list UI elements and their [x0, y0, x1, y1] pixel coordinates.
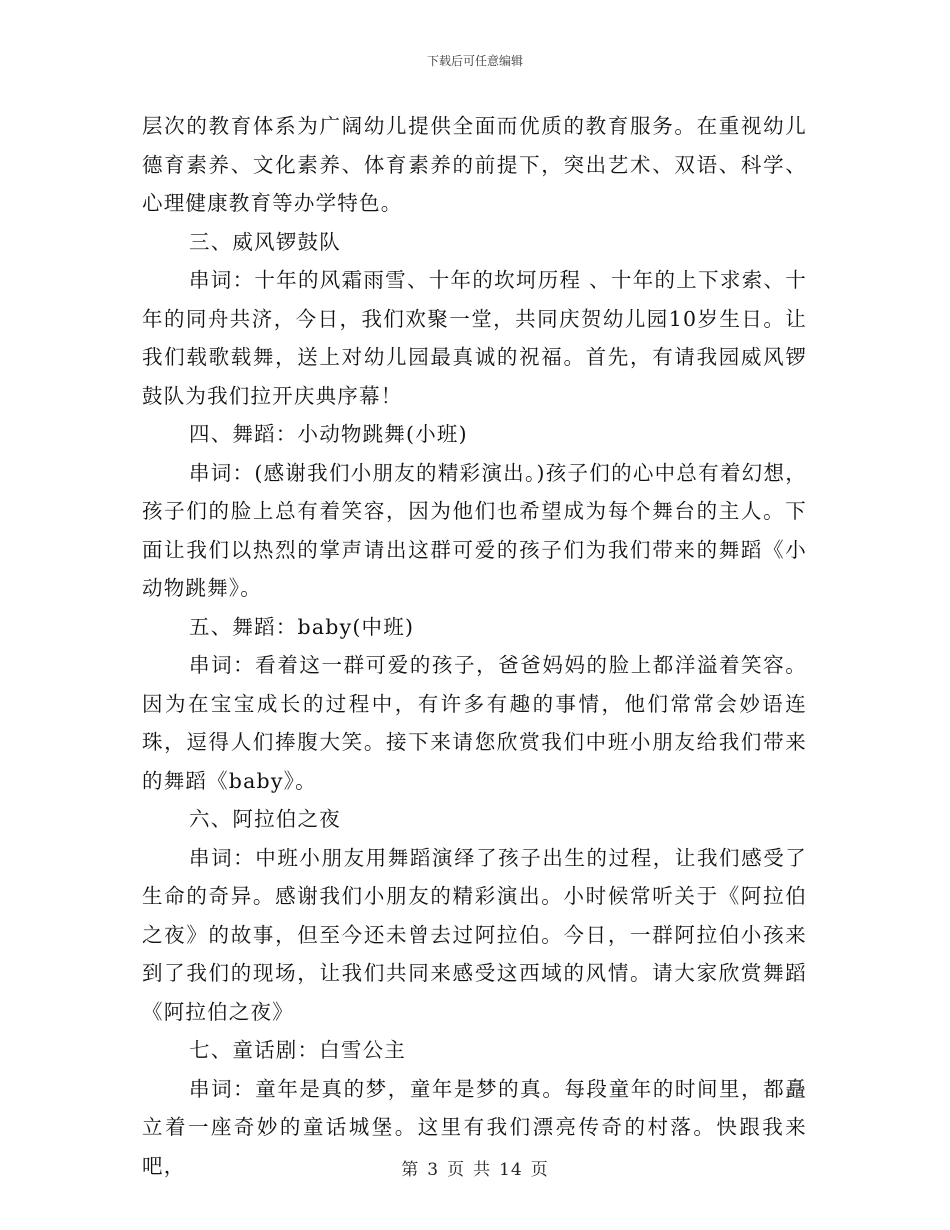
section-heading-snow-white: 七、童话剧：白雪公主 [189, 1038, 406, 1062]
paragraph-snow-white-script: 串词：童年是真的梦，童年是梦的真。每段童年的时间里，都矗立着一座奇妙的童话城堡。这里有我们漂亮传奇的村落。快跟我来吧， [142, 1076, 807, 1178]
paragraph-animal-dance-script: 串词：(感谢我们小朋友的精彩演出。)孩子们的心中总有着幻想，孩子们的脸上总有着笑容，因为他们也希望成为每个舞台的主人。下面让我们以热烈的掌声请出这群可爱的孩子们为我们带来的舞蹈《小动物跳舞》。 [142, 460, 807, 600]
paragraph-intro-continued: 层次的教育体系为广阔幼儿提供全面而优质的教育服务。在重视幼儿德育素养、文化素养、体育素养的前提下，突出艺术、双语、科学、心理健康教育等办学特色。 [142, 114, 807, 215]
page-label-suffix: 页 [530, 1160, 549, 1180]
paragraph-baby-dance-script: 串词：看着这一群可爱的孩子，爸爸妈妈的脸上都洋溢着笑容。因为在宝宝成长的过程中，有许多有趣的事情，他们常常会妙语连珠，逗得人们捧腹大笑。接下来请您欣赏我们中班小朋友给我们带来的舞蹈《baby》。 [142, 653, 807, 793]
paragraph-drum-team-script: 串词：十年的风霜雨雪、十年的坎坷历程 、十年的上下求索、十年的同舟共济，今日，我们欢聚一堂，共同庆贺幼儿园10岁生日。让我们载歌载舞，送上对幼儿园最真诚的祝福。首先，有请我园威风锣鼓队为我们拉开庆典序幕！ [142, 268, 807, 408]
document-body [142, 107, 807, 1185]
page-current-number: 3 [427, 1160, 440, 1180]
section-heading-baby-dance: 五、舞蹈：baby(中班) [189, 614, 415, 639]
section-heading-animal-dance: 四、舞蹈：小动物跳舞(小班) [189, 422, 468, 446]
section-heading-arabian-night: 六、阿拉伯之夜 [189, 807, 341, 831]
page-total-prefix: 共 [473, 1160, 492, 1180]
page-label-prefix: 第 [401, 1160, 420, 1180]
page-total-number: 14 [499, 1160, 523, 1180]
section-heading-drum-team: 三、威风锣鼓队 [189, 229, 341, 254]
page-footer [0, 1155, 950, 1180]
page-header: 下载后可任意编辑 [426, 54, 523, 68]
page-label-mid: 页 [447, 1160, 466, 1180]
paragraph-arabian-night-script: 串词：中班小朋友用舞蹈演绎了孩子出生的过程，让我们感受了生命的奇异。感谢我们小朋友的精彩演出。小时候常听关于《阿拉伯之夜》的故事，但至今还未曾去过阿拉伯。今日，一群阿拉伯小孩来到了我们的现场，让我们共同来感受这西域的风情。请大家欣赏舞蹈《阿拉伯之夜》 [142, 845, 807, 1024]
